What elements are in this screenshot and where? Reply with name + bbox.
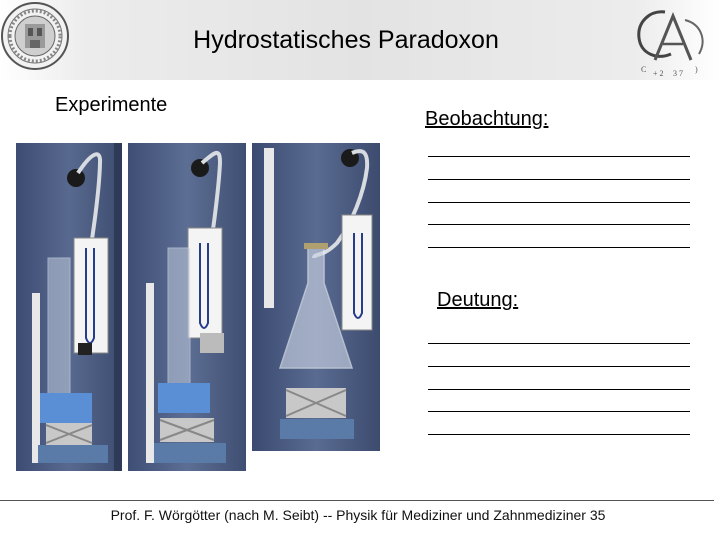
photo-cylinder-wide (128, 143, 246, 471)
interpretation-answer-line (428, 411, 690, 412)
footer-divider (0, 500, 714, 501)
observation-answer-line (428, 247, 690, 248)
svg-text:): ) (695, 65, 698, 74)
photo-cylinder-narrow (16, 143, 122, 471)
svg-text:C: C (641, 65, 647, 74)
interpretation-answer-line (428, 389, 690, 390)
observation-answer-line (428, 224, 690, 225)
observation-answer-line (428, 156, 690, 157)
slide-title: Hydrostatisches Paradoxon (193, 26, 499, 54)
observation-answer-line (428, 202, 690, 203)
observation-label: Beobachtung: (425, 108, 549, 130)
svg-text:+ 2: + 2 (653, 69, 664, 78)
experiments-heading: Experimente (55, 94, 168, 116)
footer-credit: Prof. F. Wörgötter (nach M. Seibt) -- Physik für Mediziner und Zahnmediziner 35 (110, 507, 606, 523)
interpretation-answer-line (428, 343, 690, 344)
interpretation-label: Deutung: (437, 289, 519, 311)
observation-answer-line (428, 179, 690, 180)
photo-flask (252, 143, 380, 451)
interpretation-answer-line (428, 434, 690, 435)
interpretation-answer-line (428, 366, 690, 367)
svg-text:3 7: 3 7 (673, 69, 683, 78)
